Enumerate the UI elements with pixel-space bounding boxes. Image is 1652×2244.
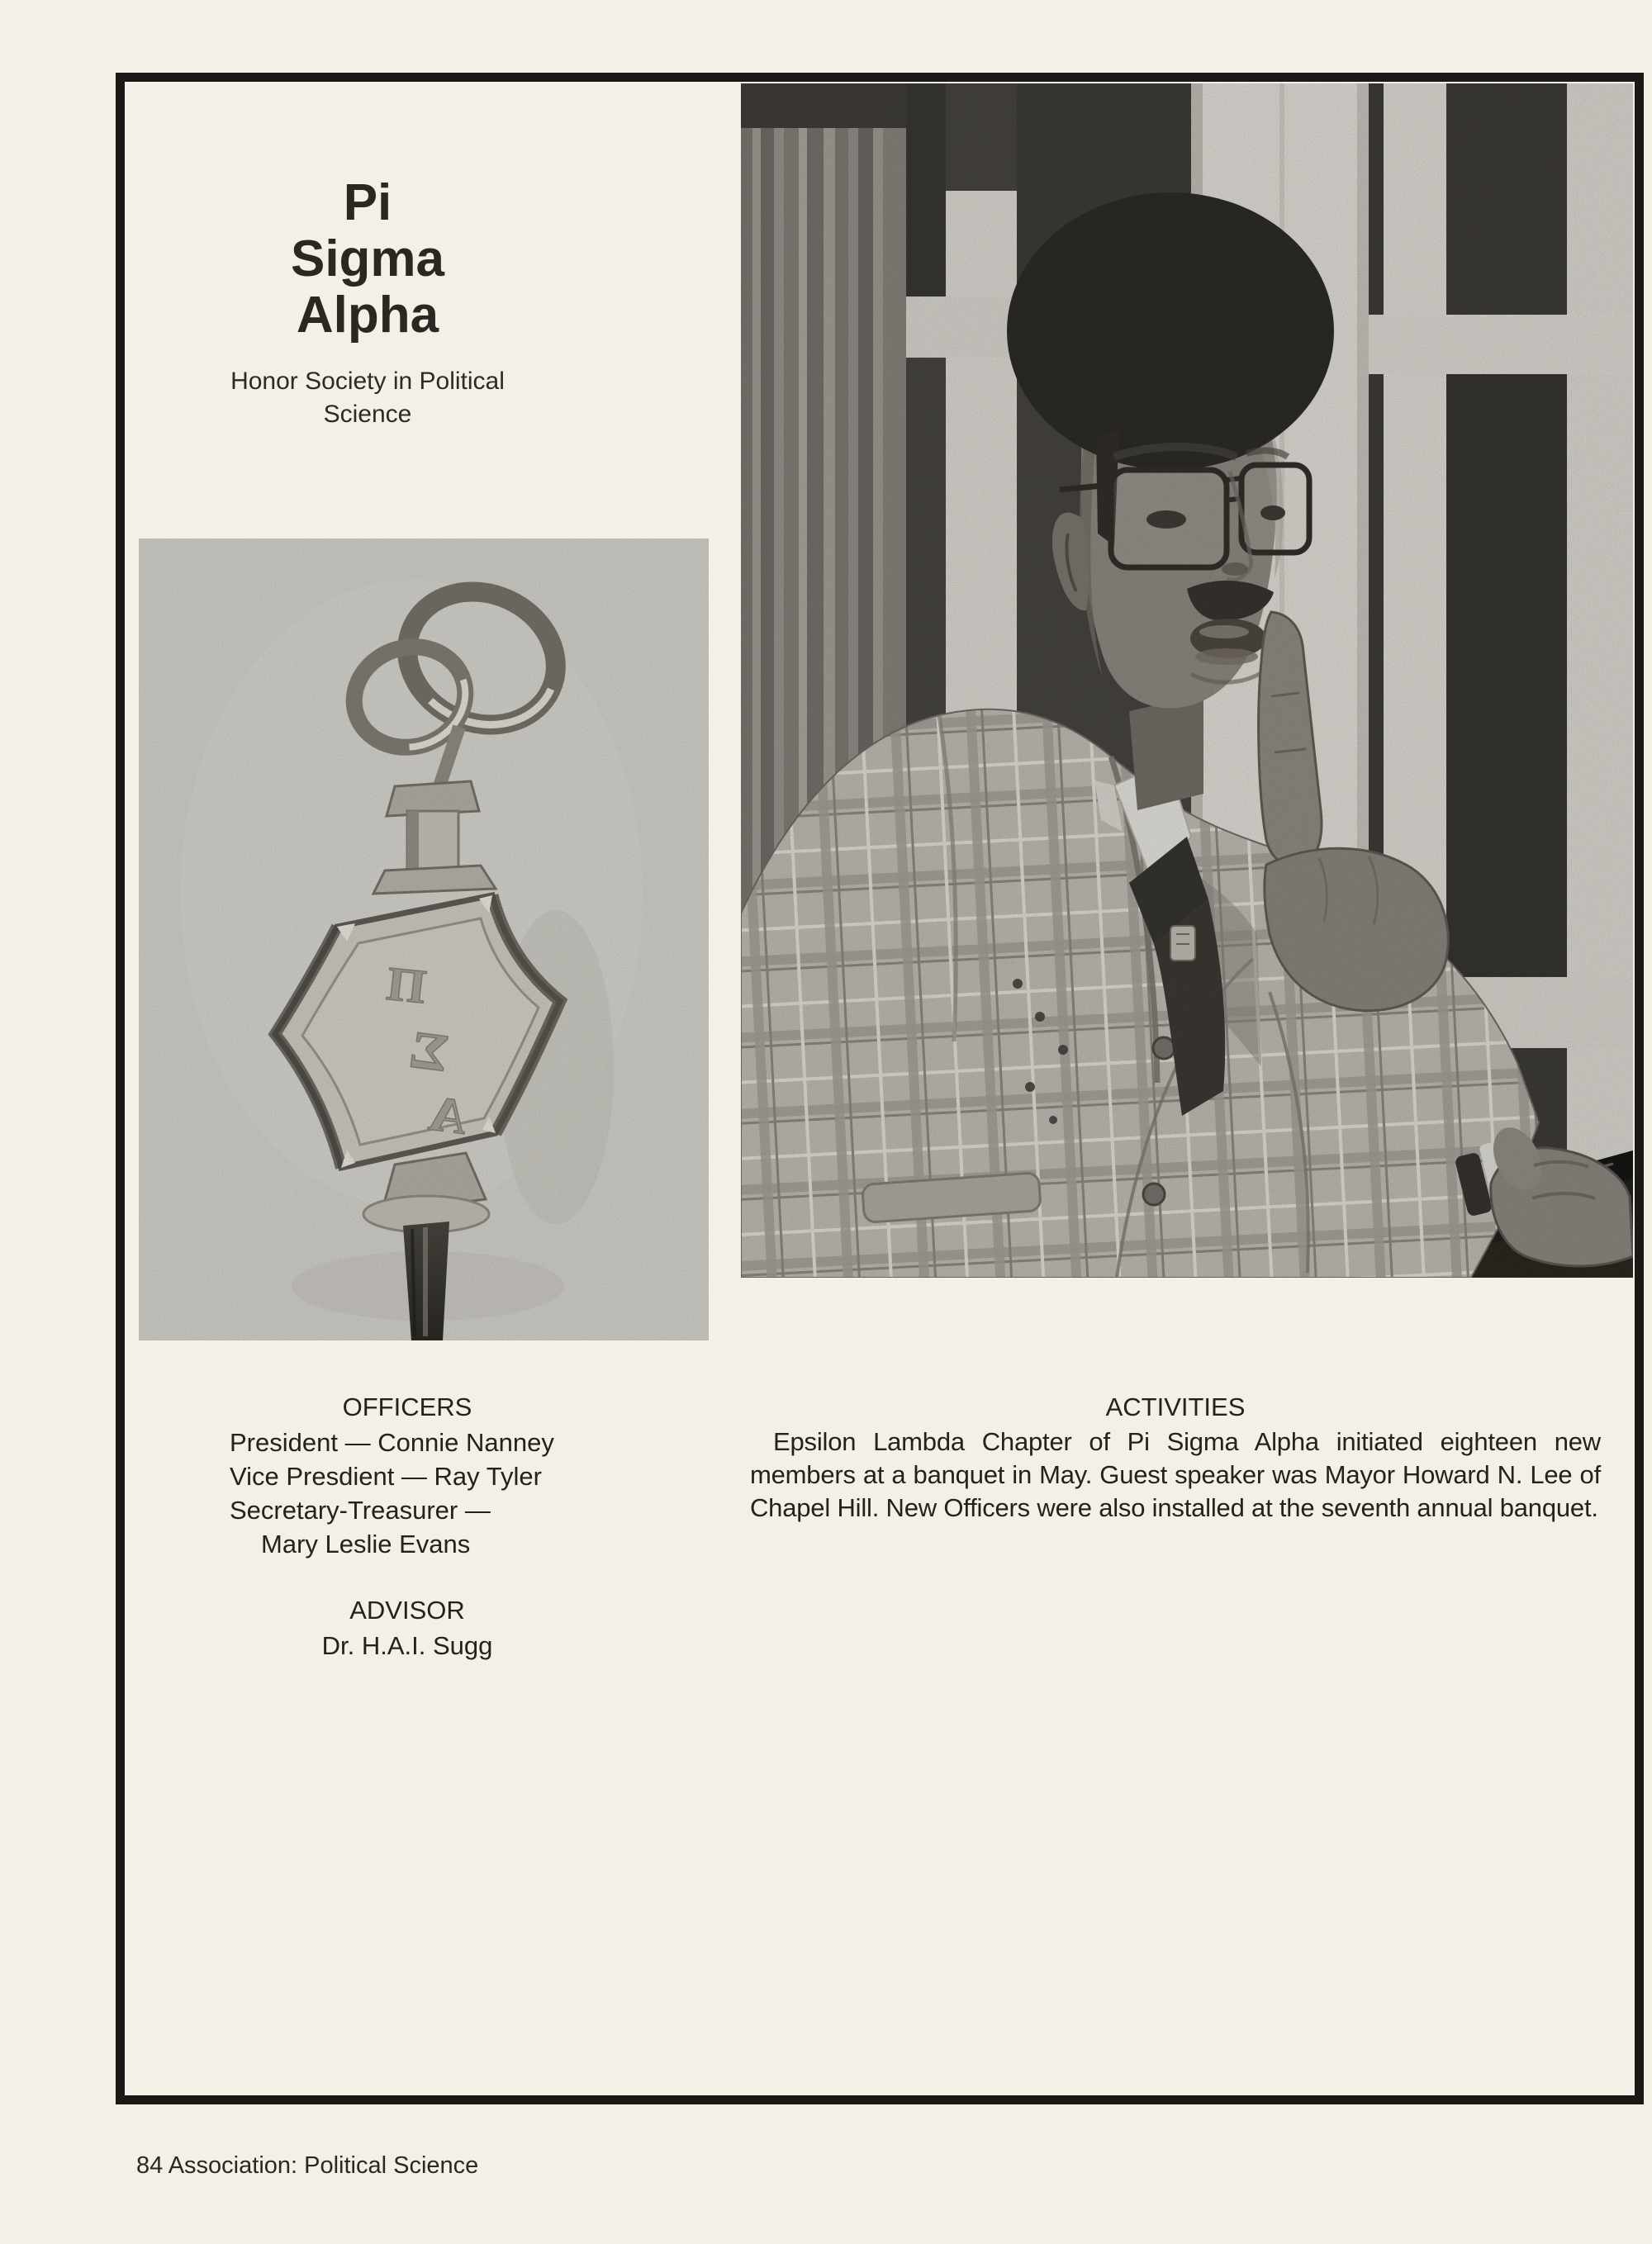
club-subtitle: Honor Society in Political Science (230, 368, 505, 428)
emblem-photo (139, 538, 709, 1340)
activities-section (750, 1389, 1601, 1525)
officer-president: President — Connie Nanney (230, 1428, 554, 1457)
key-letter-pi: Π (384, 956, 430, 1013)
club-title-block (190, 175, 545, 431)
officer-secretary-treasurer: Secretary-Treasurer — (230, 1496, 491, 1525)
key-letter-sigma: Σ (406, 1020, 452, 1084)
club-title-line-1: Pi (343, 174, 392, 231)
speaker-photo-art (741, 83, 1633, 1278)
club-title-line-2: Sigma (290, 230, 445, 287)
officer-secretary-treasurer-name: Mary Leslie Evans (261, 1530, 471, 1558)
page-footer: 84 Association: Political Science (136, 2152, 479, 2179)
officers-heading: OFFICERS (342, 1392, 472, 1421)
club-title-line-3: Alpha (296, 287, 439, 344)
speaker-photo (741, 83, 1633, 1278)
emblem-photo-art (139, 538, 709, 1340)
officers-section (230, 1389, 585, 1663)
key-letter-alpha: Α (425, 1085, 472, 1146)
activities-paragraph: Epsilon Lambda Chapter of Pi Sigma Alpha initiated eighteen new members at a banquet in May. Guest speaker was Mayor Howard N. Lee of Chapel Hill. New Officers were also installed at the seventh annual banquet. (750, 1427, 1601, 1522)
activities-heading: ACTIVITIES (1105, 1392, 1246, 1421)
advisor-heading: ADVISOR (349, 1596, 465, 1625)
officer-vice-president: Vice Presdient — Ray Tyler (230, 1462, 542, 1491)
advisor-name: Dr. H.A.I. Sugg (321, 1631, 493, 1660)
